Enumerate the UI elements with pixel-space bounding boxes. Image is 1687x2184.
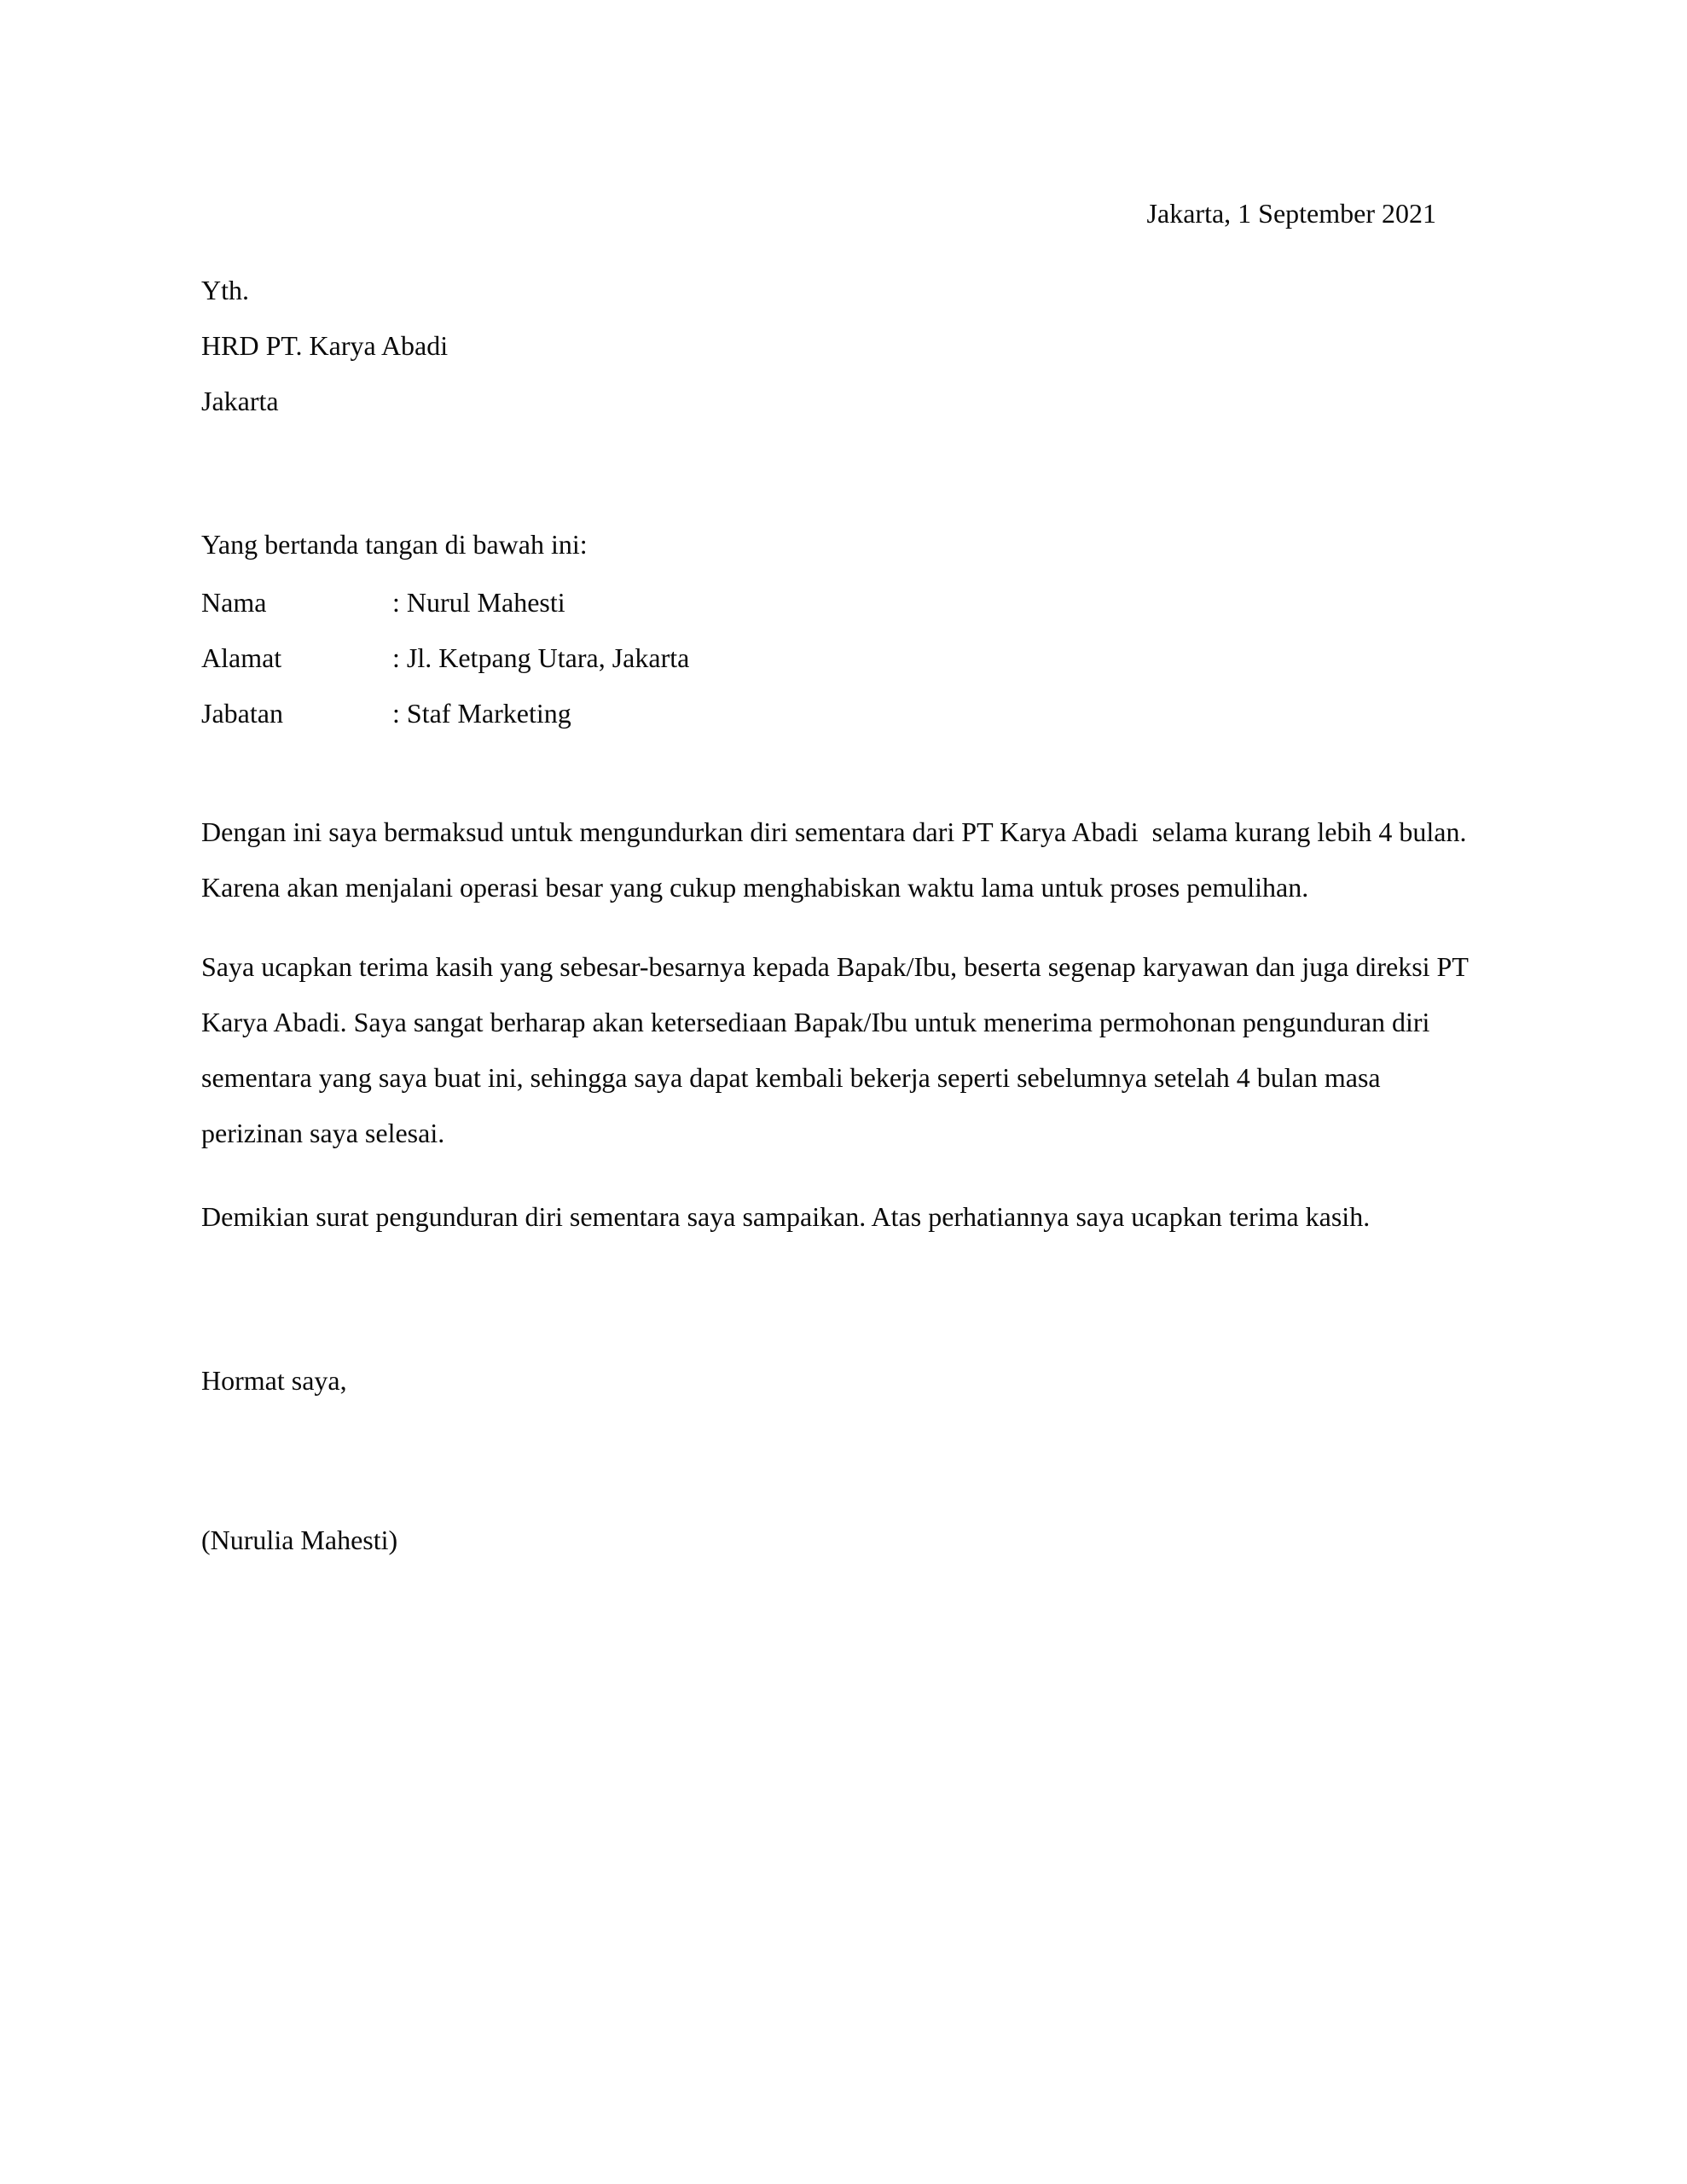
colon-separator: : [392,587,400,618]
identity-block [201,575,1486,741]
paragraph-thanks: Saya ucapkan terima kasih yang sebesar-besarnya kepada Bapak/Ibu, beserta segenap karyawan dan juga direksi PT Karya Abadi. Saya sangat berharap akan ketersediaan Bapak/Ibu untuk menerima permohonan pengunduran diri sementara yang saya buat ini, sehingga saya dapat kembali bekerja seperti sebelumnya setelah 4 bulan masa perizinan saya selesai. [201,951,1475,1148]
identity-label-alamat: Alamat [201,642,282,673]
recipient-block [201,263,1486,429]
identity-value-jabatan: : Staf Marketing [392,698,571,729]
recipient-name: HRD PT. Karya Abadi [201,330,449,361]
identity-value-alamat: : Jl. Ketpang Utara, Jakarta [392,642,690,673]
signature-name: (Nurulia Mahesti) [201,1525,398,1555]
intro-line: Yang bertanda tangan di bawah ini: [201,529,588,560]
identity-value-nama: : Nurul Mahesti [392,587,565,618]
colon-separator: : [392,698,400,729]
identity-label-jabatan: Jabatan [201,698,283,729]
letter-body [201,804,1486,1245]
letter-date: Jakarta, 1 September 2021 [1146,198,1436,229]
paragraph-closing-statement: Demikian surat pengunduran diri sementara saya sampaikan. Atas perhatiannya saya ucapkan terima kasih. [201,1201,1371,1232]
identity-label-nama: Nama [201,587,267,618]
colon-separator: : [392,642,400,673]
recipient-salutation: Yth. [201,275,249,305]
recipient-city: Jakarta [201,386,279,416]
identity-row-position [201,686,1486,741]
paragraph-resignation: Dengan ini saya bermaksud untuk mengundurkan diri sementara dari PT Karya Abadi selama kurang lebih 4 bulan. Karena akan menjalani operasi besar yang cukup menghabiskan waktu lama untuk proses pemulihan. [201,816,1474,903]
identity-row-name [201,575,1486,630]
closing-salutation: Hormat saya, [201,1365,347,1396]
identity-row-address [201,630,1486,686]
